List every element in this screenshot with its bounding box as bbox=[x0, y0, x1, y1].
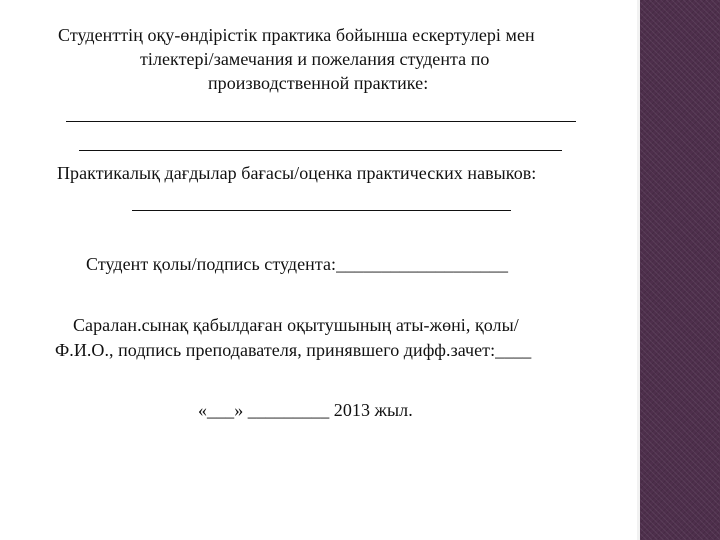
remarks-blank-line-1 bbox=[66, 121, 576, 122]
teacher-line-2: Ф.И.О., подпись преподавателя, принявшего дифф.зачет:____ bbox=[55, 340, 532, 360]
date-line: «___» _________ 2013 жыл. bbox=[198, 400, 413, 420]
student-signature-label: Студент қолы/подпись студента:___________________ bbox=[86, 254, 509, 274]
heading-line-2: тілектері/замечания и пожелания студента по bbox=[140, 49, 490, 69]
heading-line-1: Студенттің оқу-өндірістік практика бойынша ескертулері мен bbox=[58, 25, 535, 45]
skills-label: Практикалық дағдылар бағасы/оценка практических навыков: bbox=[57, 163, 537, 183]
remarks-blank-line-2 bbox=[79, 150, 562, 151]
decorative-side-band bbox=[640, 0, 720, 540]
heading-line-3: производственной практике: bbox=[208, 73, 429, 93]
skills-blank-line bbox=[132, 210, 511, 211]
teacher-line-1: Саралан.сынақ қабылдаған оқытушының аты-жөні, қолы/ bbox=[73, 315, 519, 335]
